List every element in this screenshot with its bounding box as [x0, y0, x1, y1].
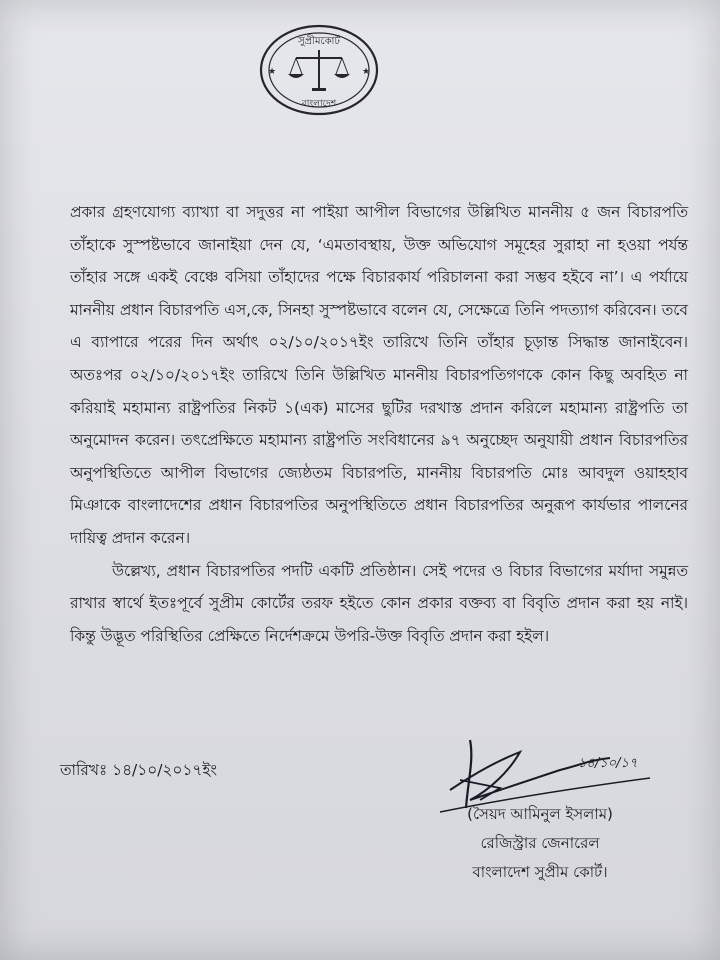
date-line: তারিখঃ ১৪/১০/২০১৭ইং	[60, 761, 218, 779]
paragraph-2: উল্লেখ্য, প্রধান বিচারপতির পদটি একটি প্রতিষ্ঠান। সেই পদের ও বিচার বিভাগের মর্যাদা সমুন্নত রাখার স্বার্থে ইতঃপূর্বে সুপ্রীম কোর্টের তরফ হইতে কোন প্রকার বক্তব্য বা বিবৃতি প্রদান করা হয় নাই। কিন্তু উদ্ভূত পরিস্থিতির প্রেক্ষিতে নির্দেশক্রমে উপরি-উক্ত বিবৃতি প্রদান করা হইল।	[70, 561, 688, 645]
seal-bottom-text: বাংলাদেশ	[301, 99, 337, 109]
letter-body	[70, 196, 688, 652]
paragraph-1: প্রকার গ্রহণযোগ্য ব্যাখ্যা বা সদুত্তর না পাইয়া আপীল বিভাগের উল্লিখিত মাননীয় ৫ জন বিচারপতি তাঁহাকে সুস্পষ্টভাবে জানাইয়া দেন যে, ‘এমতাবস্থায়, উক্ত অভিযোগ সমূহের সুরাহা না হওয়া পর্যন্ত তাঁহার সঙ্গে একই বেঞ্চে বসিয়া তাঁহাদের পক্ষে বিচারকার্য পরিচালনা করা সম্ভব হইবে না’। এ পর্যায়ে মাননীয় প্রধান বিচারপতি এস,কে, সিনহা সুস্পষ্টভাবে বলেন যে, সেক্ষেত্রে তিনি পদত্যাগ করিবেন। তবে এ ব্যাপারে পরের দিন অর্থাৎ ০২/১০/২০১৭ইং তারিখে তিনি তাঁহার চূড়ান্ত সিদ্ধান্ত জানাইবেন। অতঃপর ০২/১০/২০১৭ইং তারিখে তিনি উল্লিখিত মাননীয় বিচারপতিগণকে কোন কিছু অবহিত না করিয়াই মহামান্য রাষ্ট্রপতির নিকট ১(এক) মাসের ছুটির দরখাস্ত প্রদান করিলে মহামান্য রাষ্ট্রপতি তা অনুমোদন করেন। তৎপ্রেক্ষিতে মহামান্য রাষ্ট্রপতি সংবিধানের ৯৭ অনুচ্ছেদ অনুযায়ী প্রধান বিচারপতির অনুপস্থিতিতে আপীল বিভাগের জ্যেষ্ঠতম বিচারপতি, মাননীয় বিচারপতি মোঃ আবদুল ওয়াহহাব মিঞাকে বাংলাদেশের প্রধান বিচারপতির অনুপস্থিতিতে প্রধান বিচারপতির অনুরূপ কার্যভার পালনের দায়িত্ব প্রদান করেন।	[70, 203, 688, 547]
signatory-name: (সৈয়দ আমিনুল ইসলাম)	[467, 805, 613, 823]
signatory-title: রেজিস্ট্রার জেনারেল	[480, 834, 600, 852]
svg-text:★: ★	[362, 67, 371, 77]
signatory-block	[440, 800, 640, 887]
signature-date: ১৪/১০/১৭	[578, 756, 638, 771]
supreme-court-seal	[258, 22, 380, 118]
seal-top-text: সুপ্রীমকোর্ট	[298, 36, 340, 47]
svg-text:★: ★	[268, 67, 277, 77]
signatory-organization: বাংলাদেশ সুপ্রীম কোর্ট।	[472, 863, 608, 881]
